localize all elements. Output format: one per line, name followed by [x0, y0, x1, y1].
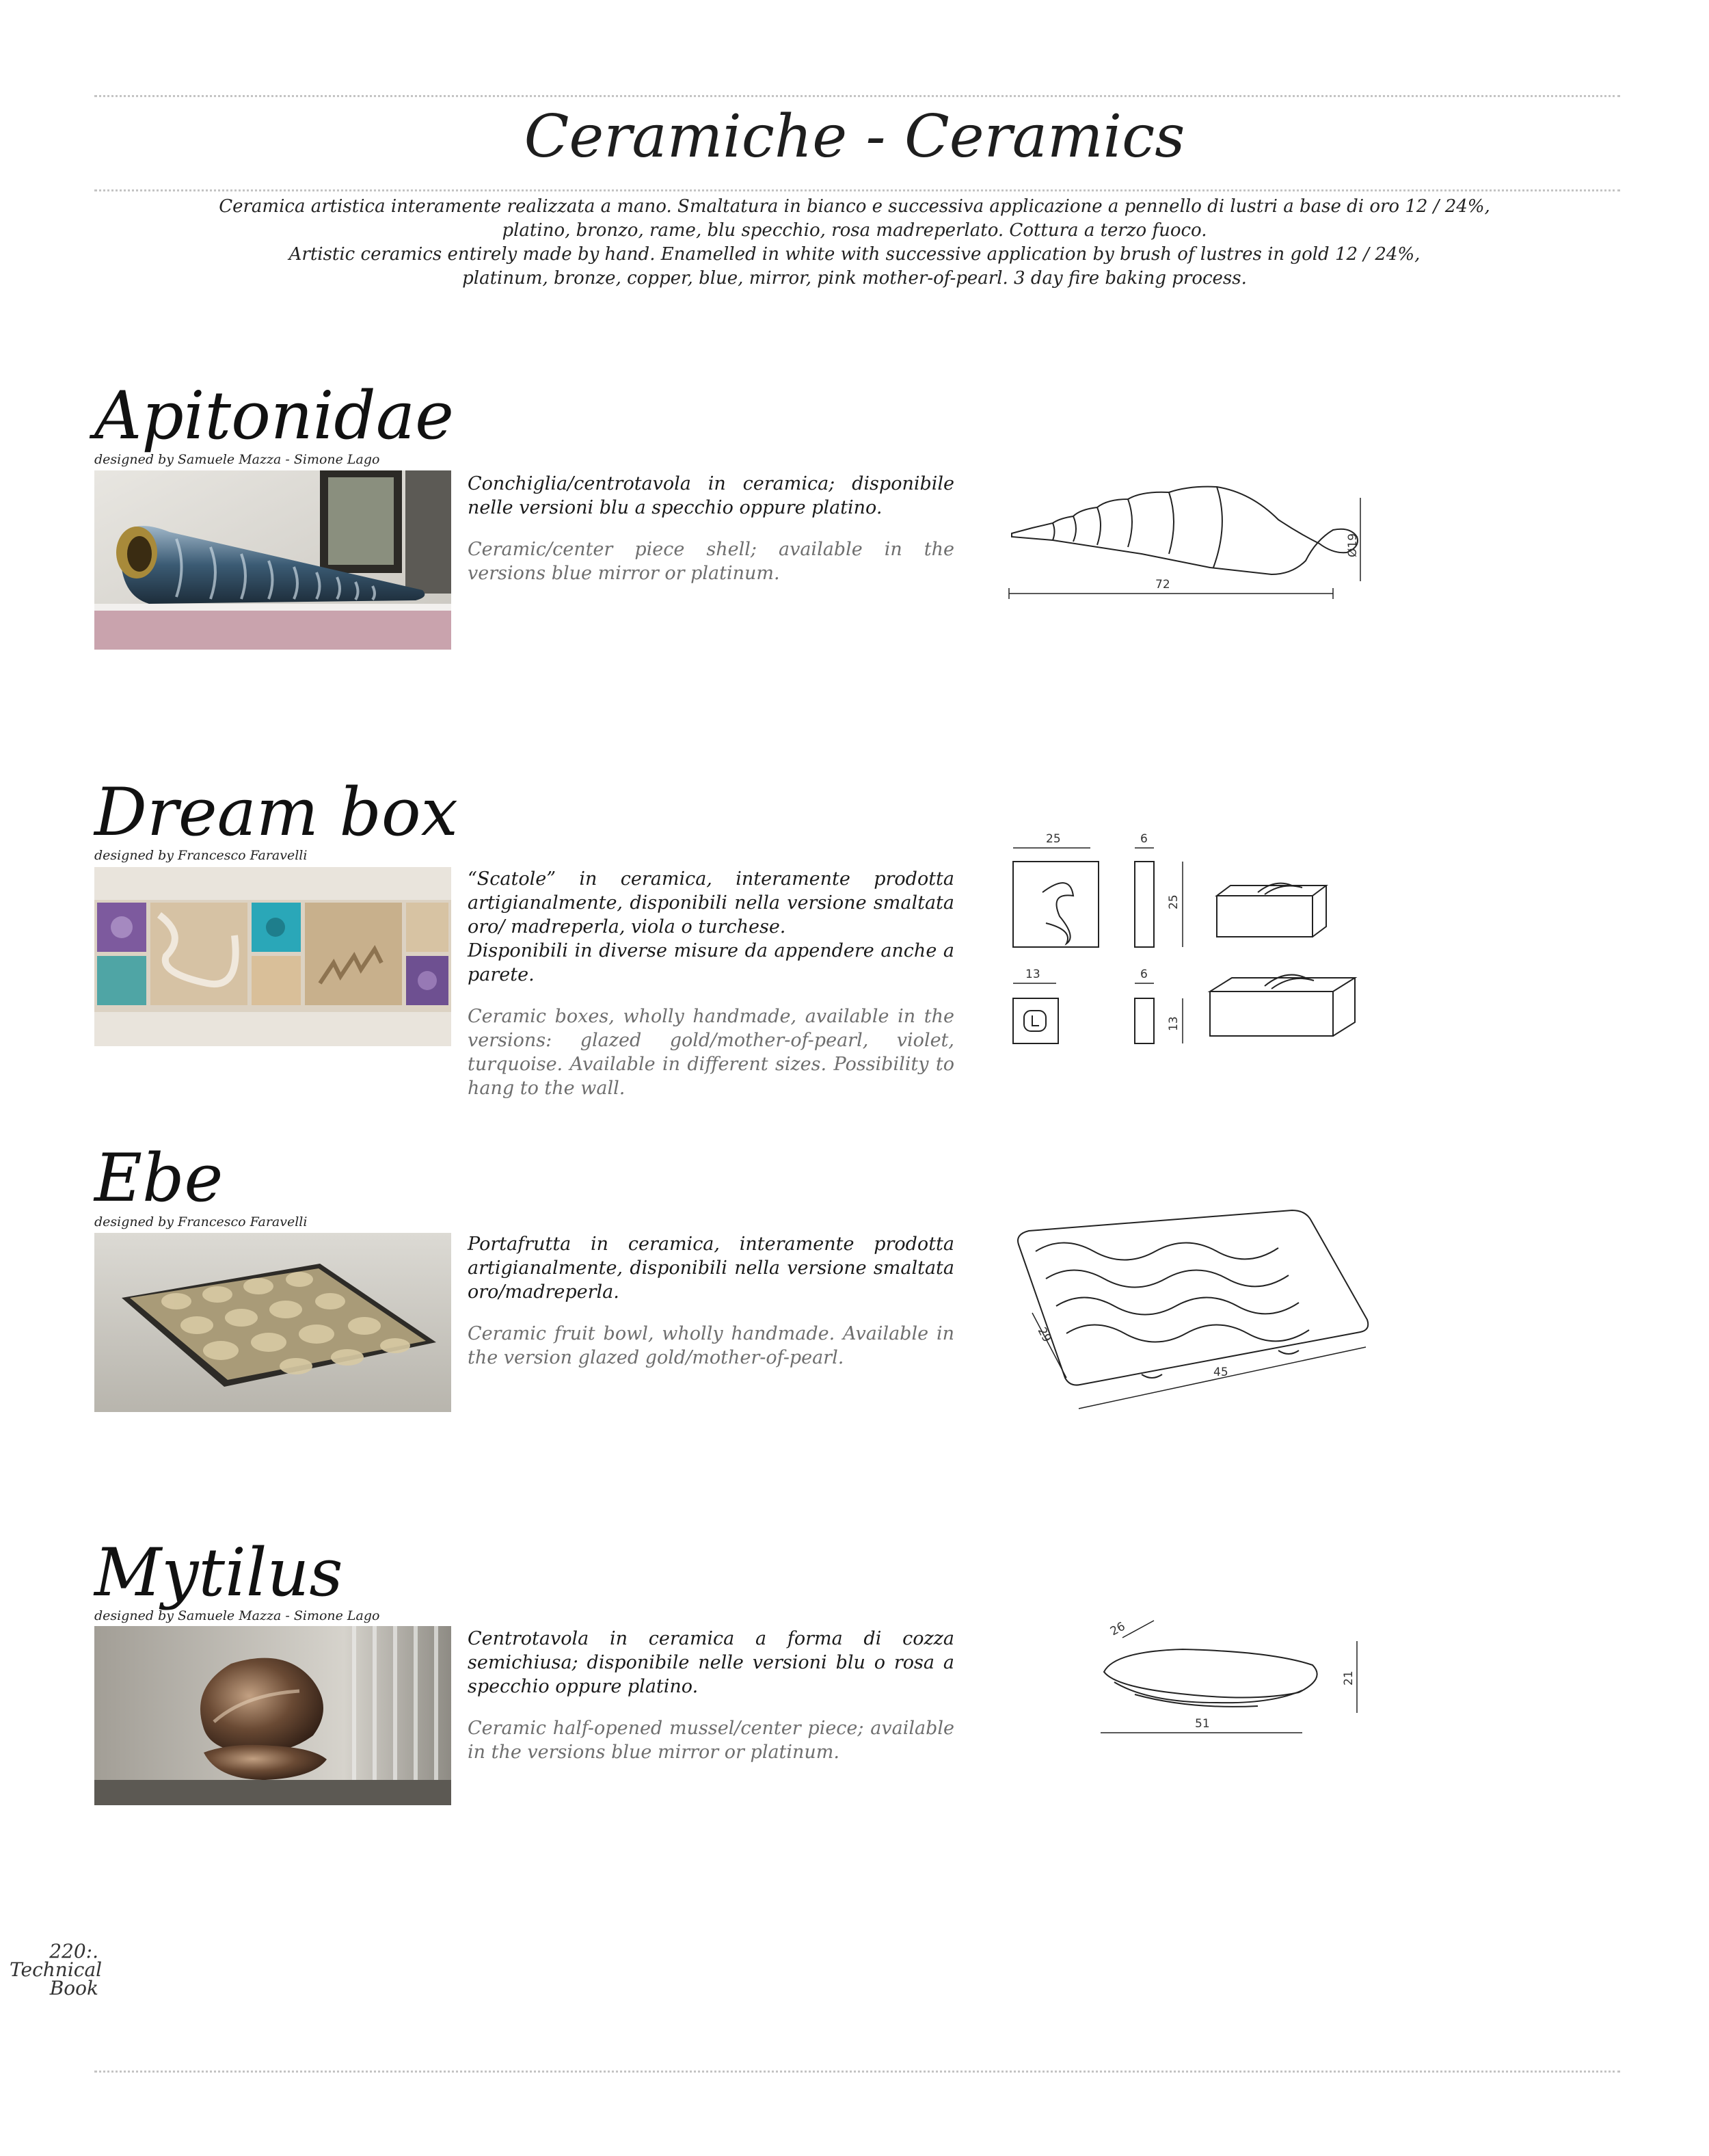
description-apitonidae	[468, 472, 954, 585]
designer-credit: designed by Francesco Faravelli	[94, 848, 308, 863]
description-italian: “Scatole” in ceramica, interamente prodotta artigianalmente, disponibili nella versione smaltata oro/ madreperla, viola o turchese.	[468, 868, 954, 937]
dim-small-width: 13	[1025, 968, 1040, 981]
dim-diameter: Ø19	[1346, 533, 1360, 557]
dim-small-depth: 6	[1140, 968, 1148, 981]
intro-line: Ceramica artistica interamente realizzata a mano. Smaltatura in bianco e successiva applicazione a pennello di lustri a base di oro 12 / 24%,	[219, 196, 1490, 217]
page-number: 220:.	[49, 1940, 98, 1962]
designer-credit: designed by Francesco Faravelli	[94, 1214, 308, 1229]
bottom-divider	[94, 2071, 1620, 2073]
designer-credit: designed by Samuele Mazza - Simone Lago	[94, 452, 380, 467]
dim-large-width: 25	[1046, 832, 1061, 846]
title-divider	[94, 189, 1620, 191]
product-photo-ebe	[94, 1233, 451, 1412]
description-mytilus	[468, 1627, 954, 1764]
description-ebe	[468, 1232, 954, 1370]
footer-label-line2: Book	[49, 1977, 98, 1999]
technical-drawing-dream-box	[1005, 827, 1388, 1060]
technical-drawing-ebe	[1005, 1203, 1388, 1422]
dim-length: 51	[1195, 1717, 1210, 1731]
dim-depth: 29	[1034, 1325, 1054, 1345]
description-english: Ceramic boxes, wholly handmade, available in the versions: glazed gold/mother-of-pearl, violet, turquoise. Available in different sizes. Possibility to hang to the wall.	[468, 1006, 954, 1099]
product-photo-mytilus	[94, 1626, 451, 1805]
dim-large-depth: 6	[1140, 832, 1148, 846]
product-name-dream-box: Dream box	[94, 774, 458, 851]
description-italian: Conchiglia/centrotavola in ceramica; disponibile nelle versioni blu a specchio oppure platino.	[468, 473, 954, 518]
intro-line: platino, bronzo, rame, blu specchio, rosa madreperlato. Cottura a terzo fuoco.	[502, 220, 1207, 241]
dim-length: 45	[1213, 1366, 1228, 1379]
product-name-mytilus: Mytilus	[94, 1534, 343, 1611]
description-english: Ceramic fruit bowl, wholly handmade. Available in the version glazed gold/mother-of-pearl.	[468, 1323, 954, 1368]
page-footer	[10, 1940, 103, 1999]
product-photo-dream-box	[94, 867, 451, 1046]
dim-height: 21	[1342, 1671, 1356, 1686]
dim-small-height: 13	[1167, 1016, 1181, 1031]
dim-depth: 26	[1107, 1619, 1128, 1639]
technical-drawing-mytilus	[1094, 1600, 1381, 1751]
dim-length: 72	[1155, 578, 1170, 591]
footer-label-line1: Technical	[10, 1958, 103, 1981]
product-photo-apitonidae	[94, 470, 451, 650]
product-name-apitonidae: Apitonidae	[94, 377, 454, 454]
description-italian: Centrotavola in ceramica a forma di cozza semichiusa; disponibile nelle versioni blu o rosa a specchio oppure platino.	[468, 1628, 954, 1697]
top-divider	[94, 95, 1620, 97]
page-title: Ceramiche - Ceramics	[524, 103, 1185, 171]
description-italian-2: Disponibili in diverse misure da appendere anche a parete.	[468, 940, 954, 985]
description-dream-box	[468, 867, 954, 1100]
intro-line: Artistic ceramics entirely made by hand. Enamelled in white with successive application by brush of lustres in gold 12 / 24%,	[288, 244, 1421, 265]
description-italian: Portafrutta in ceramica, interamente prodotta artigianalmente, disponibili nella versione smaltata oro/madreperla.	[468, 1234, 954, 1303]
intro-text	[205, 195, 1504, 291]
dim-large-height: 25	[1167, 894, 1181, 909]
designer-credit: designed by Samuele Mazza - Simone Lago	[94, 1608, 380, 1623]
technical-drawing-apitonidae	[1005, 479, 1388, 615]
description-english: Ceramic/center piece shell; available in the versions blue mirror or platinum.	[468, 539, 954, 584]
description-english: Ceramic half-opened mussel/center piece; available in the versions blue mirror or platinum.	[468, 1718, 954, 1763]
product-name-ebe: Ebe	[94, 1140, 224, 1216]
intro-line: platinum, bronze, copper, blue, mirror, pink mother-of-pearl. 3 day fire baking process.	[462, 268, 1247, 289]
